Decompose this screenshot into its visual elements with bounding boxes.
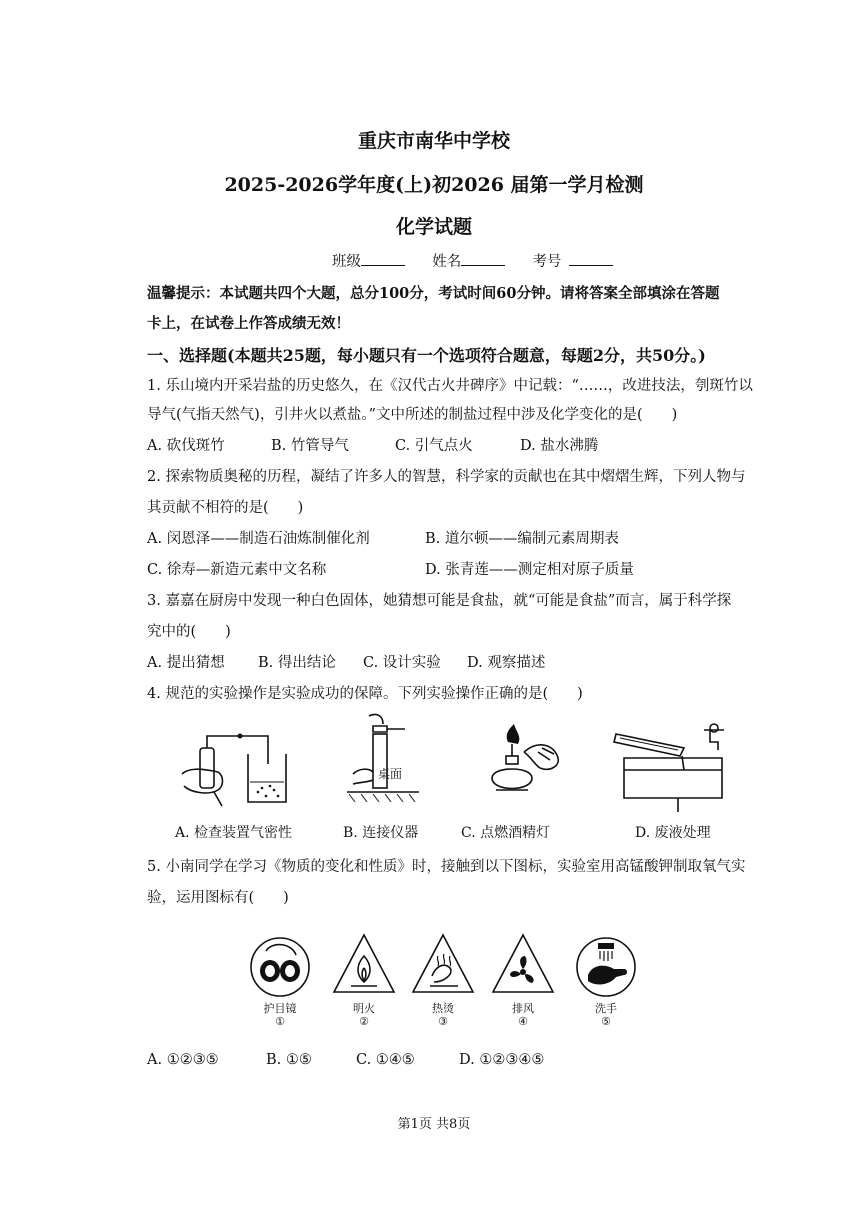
- q2-option-a: A. 闵恩泽——制造石油炼制催化剂: [147, 531, 370, 547]
- q5-option-d: D. ①②③④⑤: [459, 1052, 545, 1068]
- name-label: 姓名: [432, 254, 462, 270]
- q4-option-d: D. 废液处理: [635, 825, 711, 841]
- q2-line-1: 2. 探索物质奥秘的历程，凝结了许多人的智慧，科学家的贡献也在其中熠熠生辉，下列人物与: [147, 469, 746, 485]
- subject-title: 化学试题: [395, 216, 472, 238]
- number-blank: [569, 251, 613, 266]
- icon-label-2: 明火: [353, 1002, 375, 1015]
- q3-line-1: 3. 嘉嘉在厨房中发现一种白色固体，她猜想可能是食盐，就“可能是食盐”而言，属于科学探: [147, 593, 732, 609]
- page-footer: 第1页 共8页: [397, 1117, 471, 1132]
- q3-option-b: B. 得出结论: [258, 655, 336, 671]
- class-blank: [361, 251, 405, 266]
- q1-option-b: B. 竹管导气: [271, 438, 349, 454]
- q1-option-c: C. 引气点火: [395, 438, 473, 454]
- student-info-row: [332, 250, 613, 271]
- q4-option-c: C. 点燃酒精灯: [461, 825, 551, 841]
- q4-option-a: A. 检查装置气密性: [175, 825, 293, 841]
- figure-light-alcohol-lamp: [478, 722, 568, 810]
- q4-line-1: 4. 规范的实验操作是实验成功的保障。下列实验操作正确的是( ): [147, 686, 583, 702]
- q2-option-b: B. 道尔顿——编制元素周期表: [425, 531, 619, 547]
- q3-option-d: D. 观察描述: [467, 655, 546, 671]
- figure-waste-disposal: [614, 722, 730, 818]
- q2-option-c: C. 徐寿—新造元素中文名称: [147, 562, 327, 578]
- school-name: 重庆市南华中学校: [357, 130, 510, 152]
- name-blank: [461, 251, 505, 266]
- icon-num-1: ①: [275, 1015, 285, 1028]
- hand-wash-icon: [574, 935, 638, 999]
- q1-line-2: 导气(气指天然气)，引井火以煮盐。”文中所述的制盐过程中涉及化学变化的是( ): [147, 407, 678, 423]
- q5-line-2: 验，运用图标有( ): [147, 890, 289, 906]
- figure-check-airtightness: [178, 730, 288, 810]
- icon-num-2: ②: [359, 1015, 369, 1028]
- notice-line-1: 温馨提示：本试题共四个大题，总分100分，考试时间60分钟。请将答案全部填涂在答题: [147, 285, 720, 302]
- section-heading: 一、选择题(本题共25题，每小题只有一个选项符合题意，每题2分，共50分。): [147, 346, 706, 365]
- q5-line-1: 5. 小南同学在学习《物质的变化和性质》时，接触到以下图标，实验室用高锰酸钾制取氧气实: [147, 859, 746, 875]
- icon-label-5: 洗手: [595, 1002, 617, 1015]
- figure-table-label: 桌面: [378, 767, 403, 781]
- q1-option-d: D. 盐水沸腾: [520, 438, 599, 454]
- icon-label-4: 排风: [512, 1002, 534, 1015]
- flame-icon: [331, 932, 397, 996]
- goggles-icon: [248, 935, 312, 999]
- icon-num-5: ⑤: [601, 1015, 611, 1028]
- q3-line-2: 究中的( ): [147, 624, 231, 640]
- q5-option-b: B. ①⑤: [266, 1052, 312, 1068]
- q2-option-d: D. 张青莲——测定相对原子质量: [425, 562, 634, 578]
- q3-option-c: C. 设计实验: [363, 655, 441, 671]
- icon-num-4: ④: [518, 1015, 528, 1028]
- q4-option-b: B. 连接仪器: [343, 825, 419, 841]
- exam-term: 2025-2026学年度(上)初2026 届第一学月检测: [224, 174, 644, 196]
- notice-line-2: 卡上，在试卷上作答成绩无效！: [147, 315, 350, 332]
- q2-line-2: 其贡献不相符的是( ): [147, 500, 304, 516]
- q3-option-a: A. 提出猜想: [147, 655, 225, 671]
- icon-label-3: 热烫: [432, 1002, 454, 1015]
- class-label: 班级: [332, 254, 361, 270]
- q5-option-a: A. ①②③⑤: [147, 1052, 219, 1068]
- number-label: 考号: [532, 254, 562, 270]
- icon-num-3: ③: [438, 1015, 448, 1028]
- figure-connect-instruments: [343, 712, 423, 808]
- q1-option-a: A. 砍伐斑竹: [147, 438, 225, 454]
- q1-line-1: 1. 乐山境内开采岩盐的历史悠久，在《汉代古火井碑序》中记载：“……，改进技法，刳斑竹以: [147, 378, 753, 394]
- fan-icon: [490, 932, 556, 996]
- q5-option-c: C. ①④⑤: [356, 1052, 415, 1068]
- hot-surface-icon: [410, 932, 476, 996]
- icon-label-1: 护目镜: [263, 1002, 297, 1015]
